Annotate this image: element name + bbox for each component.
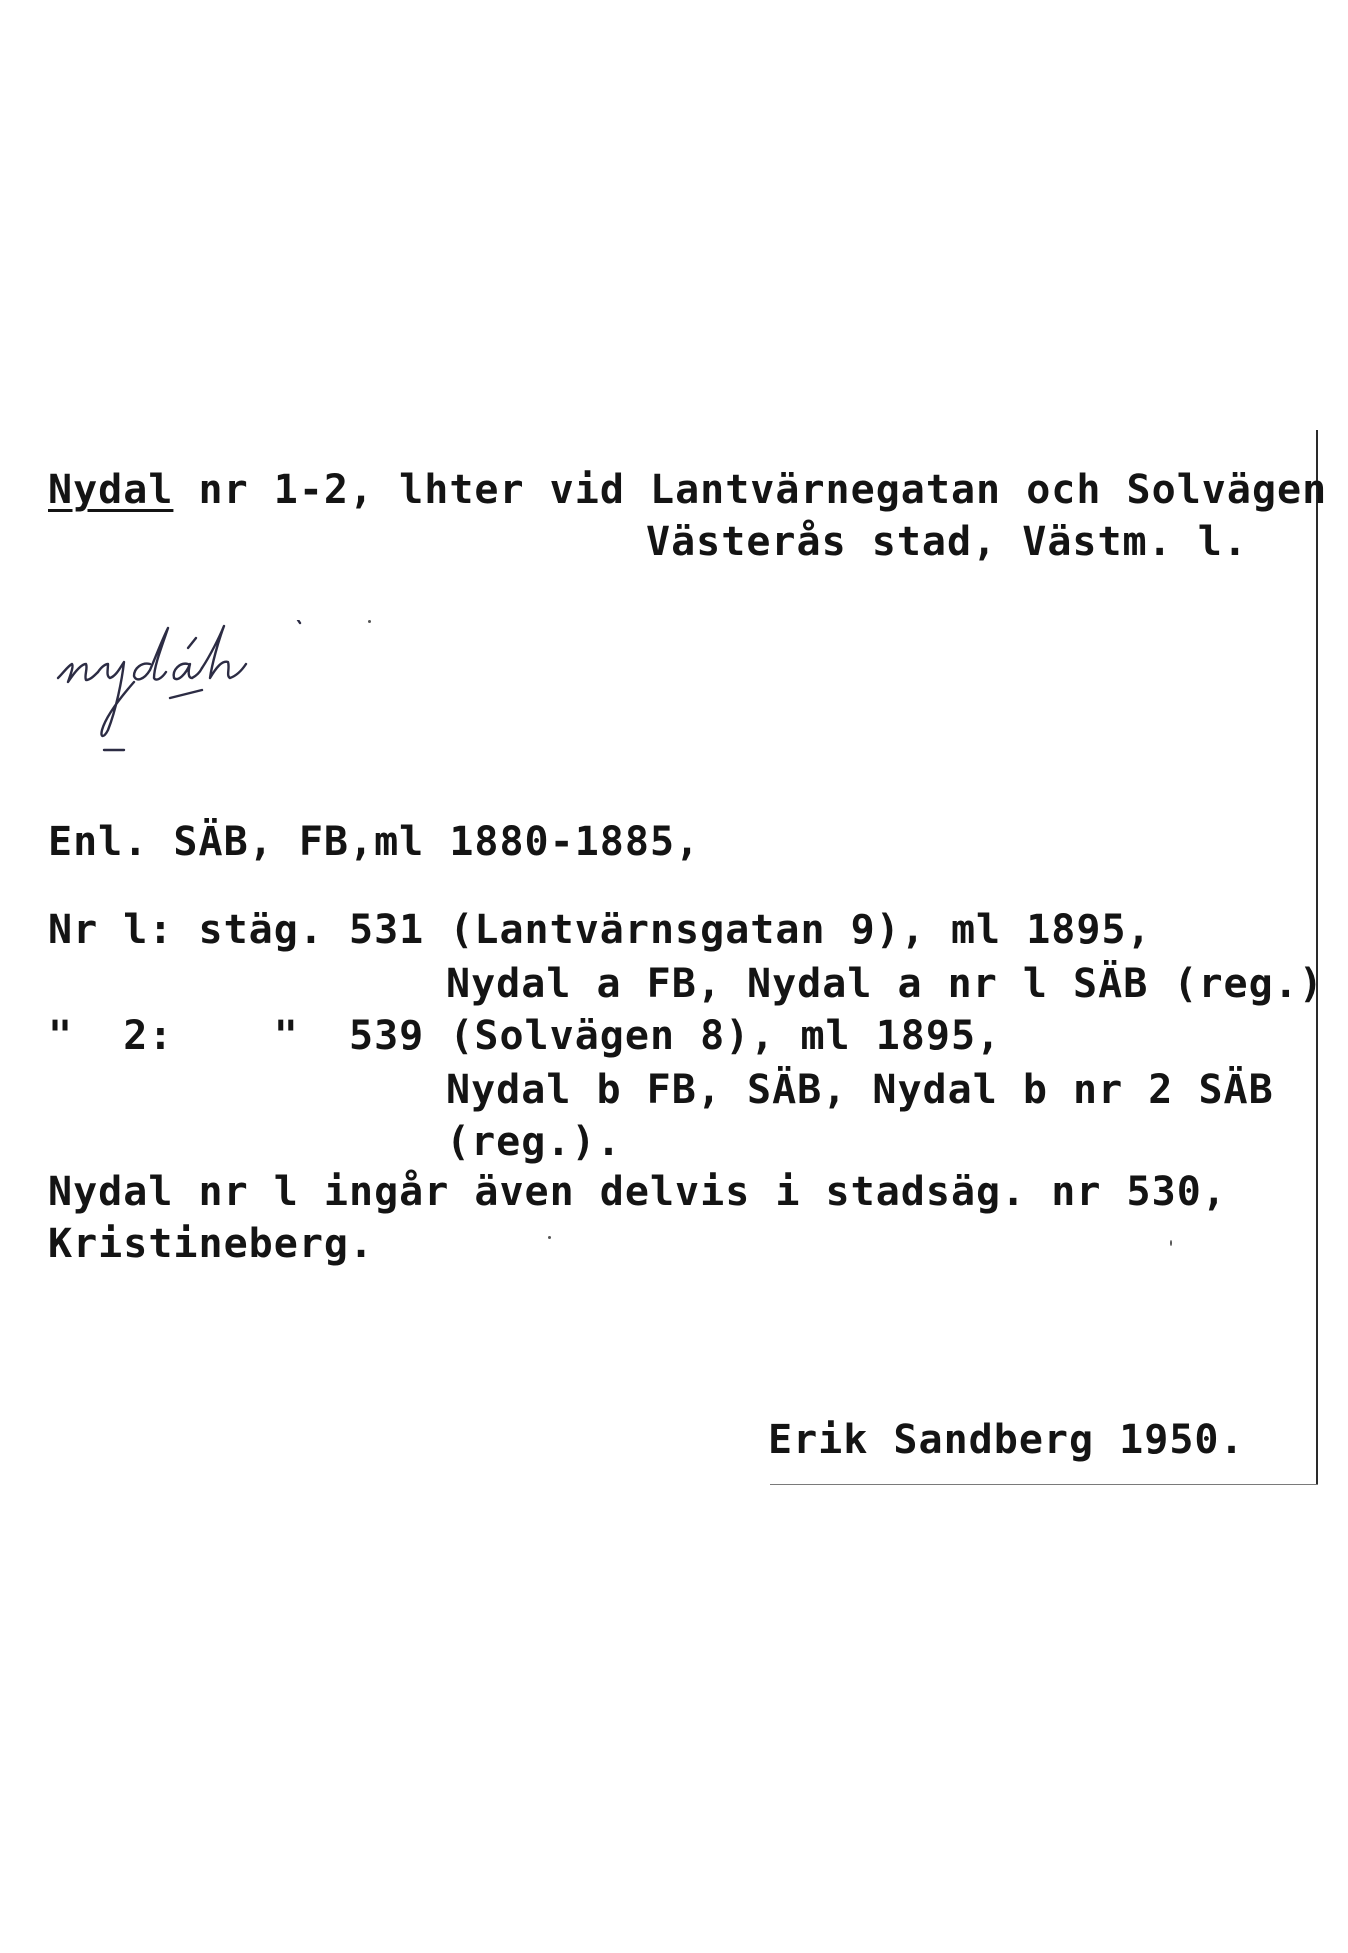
heading-line [48,466,1327,514]
handwritten-name [50,620,350,760]
note-line-2: Kristineberg. [48,1221,375,1267]
signature: Erik Sandberg 1950. [768,1417,1245,1463]
entry-line-3: " 2: " 539 (Solvägen 8), ml 1895, [48,1013,1002,1059]
source-line: Enl. SÄB, FB,ml 1880-1885, [48,819,701,865]
entry-line-5: (reg.). [446,1119,622,1165]
heading-rest: nr 1-2, lhter vid Lantvärnegatan och Solvägen [173,467,1328,513]
entry-line-2: Nydal a FB, Nydal a nr l SÄB (reg.) [446,961,1324,1007]
card-bottom-edge [770,1484,1318,1485]
scan-speck [368,620,371,623]
card-right-edge [1316,430,1318,1485]
scan-speck [1170,1240,1172,1246]
note-line-1: Nydal nr l ingår även delvis i stadsäg. nr 530, [48,1169,1227,1215]
heading-name: Nydal [48,467,174,513]
scan-speck [548,1236,551,1239]
heading-location: Västerås stad, Västm. l. [646,519,1248,565]
entry-line-4: Nydal b FB, SÄB, Nydal b nr 2 SÄB [446,1067,1274,1113]
entry-line-1: Nr l: stäg. 531 (Lantvärnsgatan 9), ml 1895, [48,907,1152,953]
